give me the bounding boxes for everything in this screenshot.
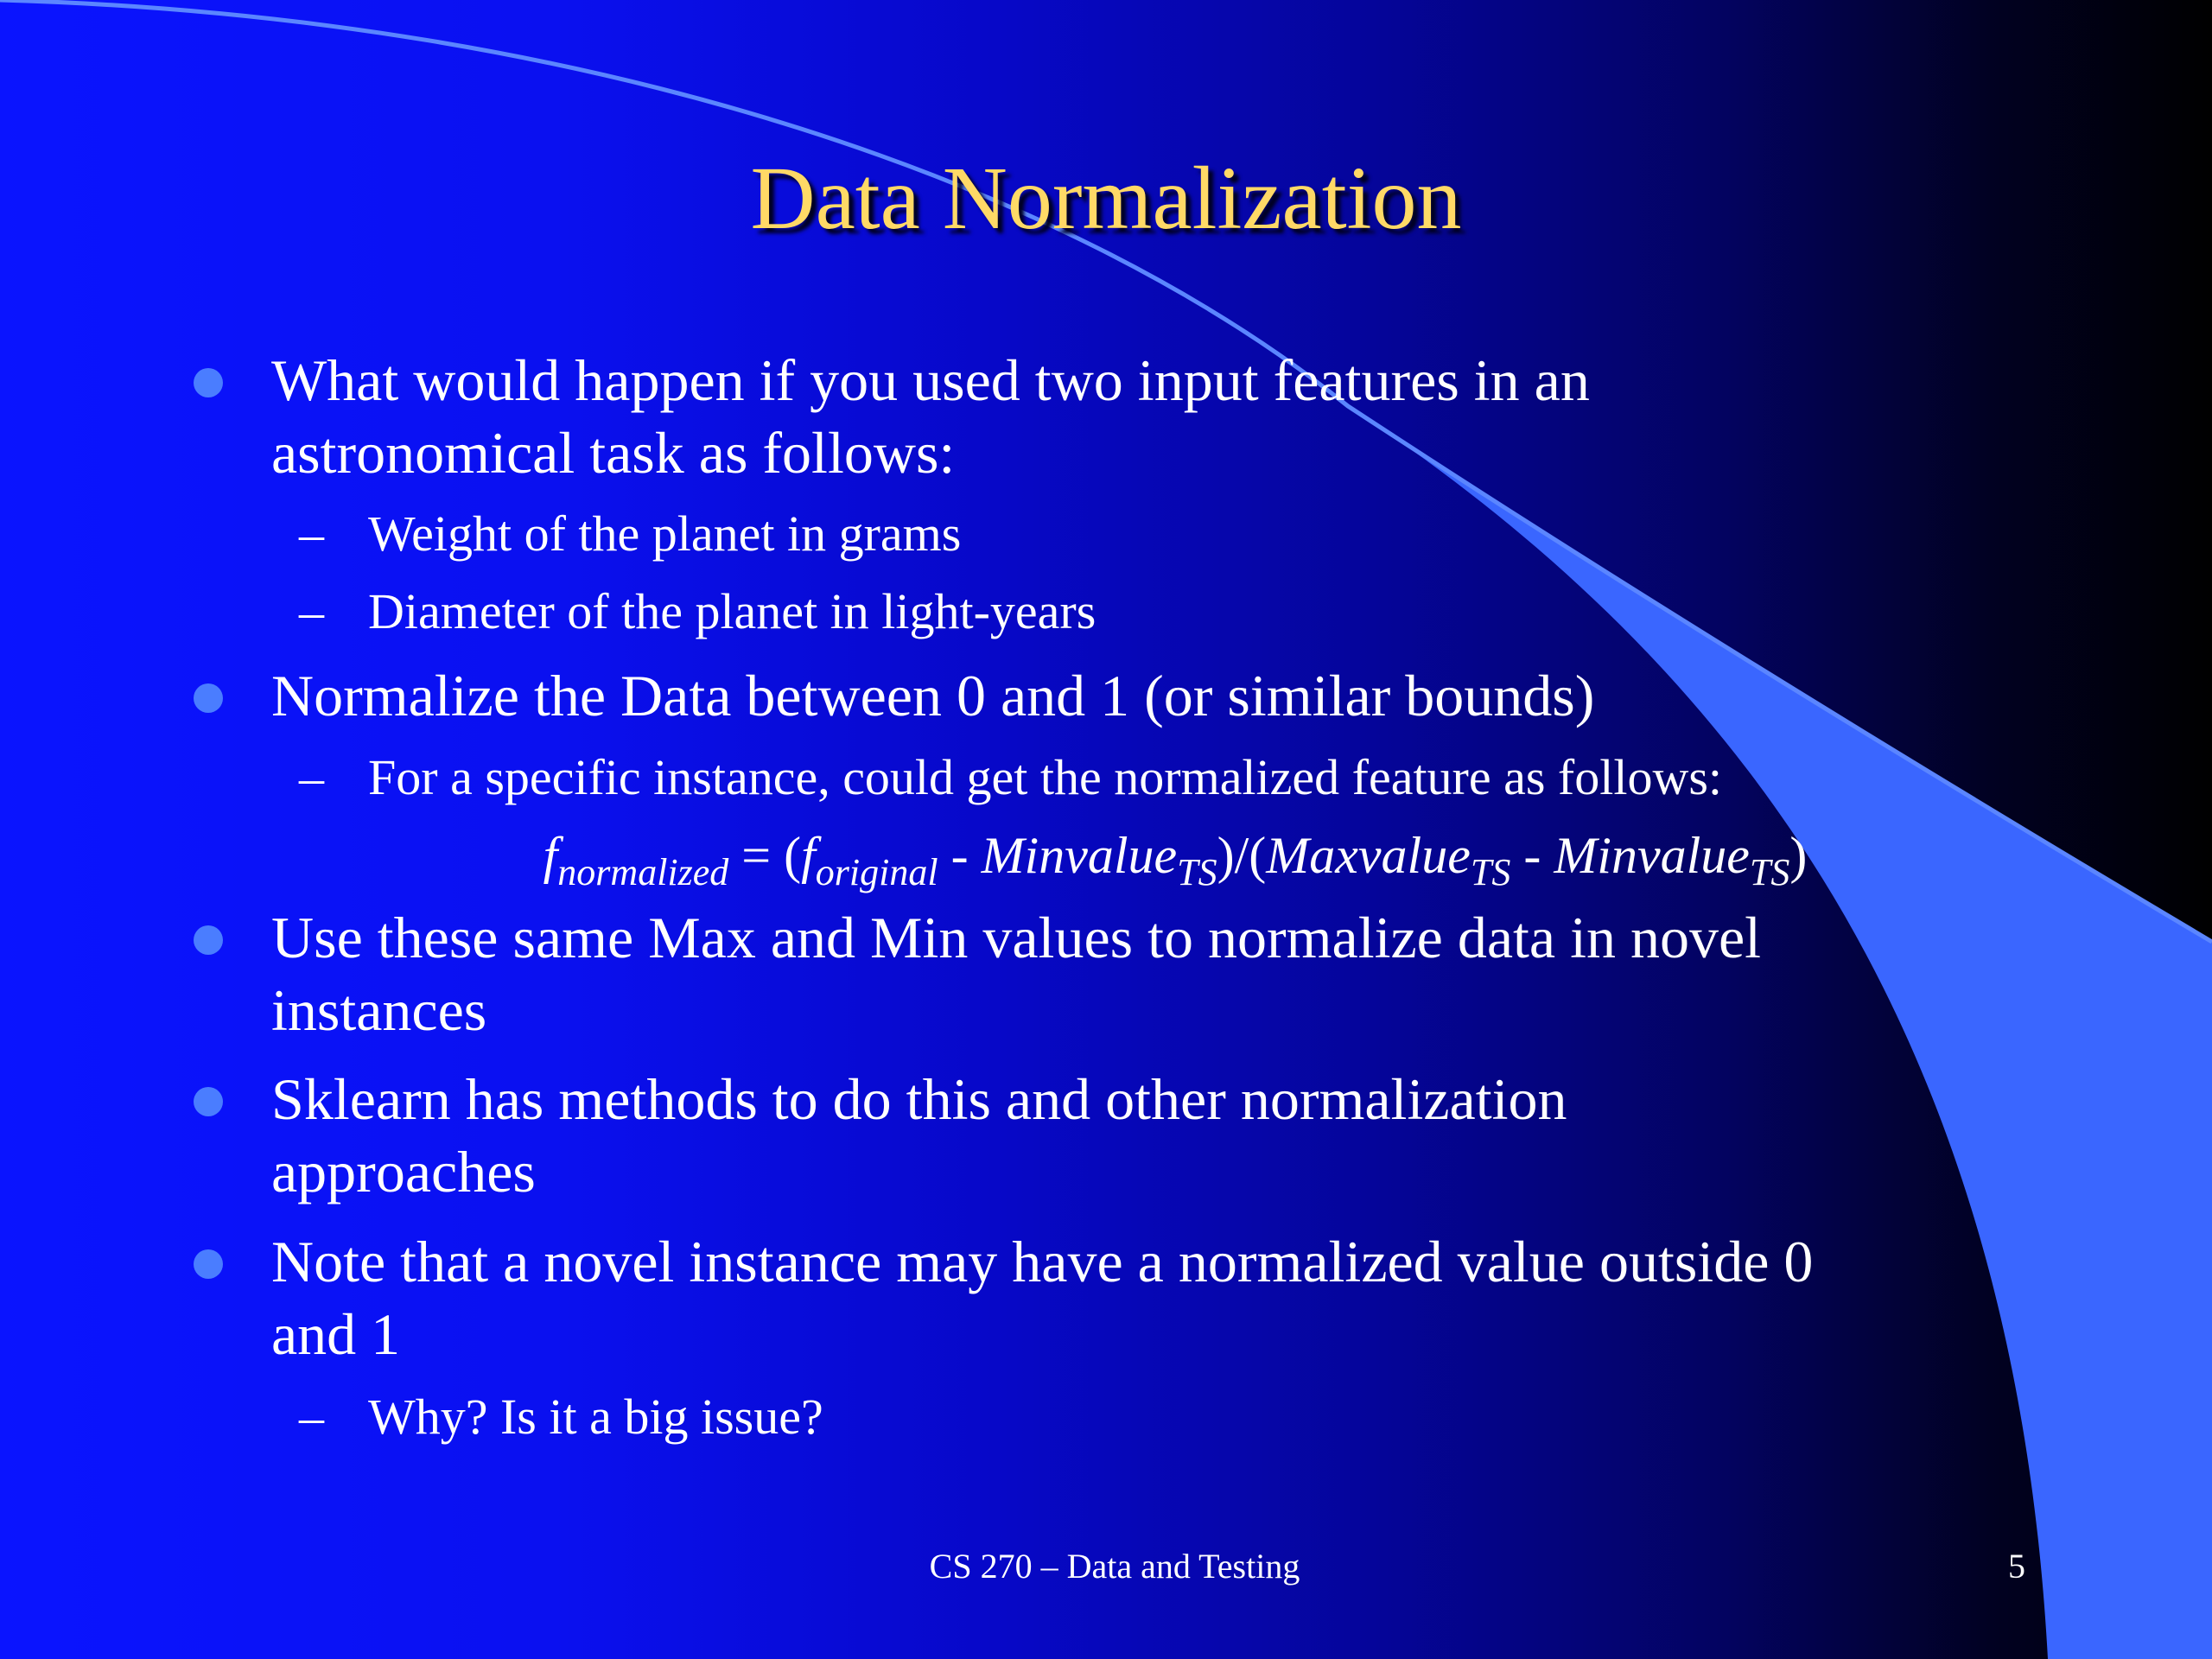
formula-minvalue: Minvalue (981, 827, 1178, 884)
bullet-1-line-2: astronomical task as follows: (271, 420, 956, 486)
bullet-5-line-1: Note that a novel instance may have a normalized value outside 0 (271, 1229, 1814, 1294)
bullet-5-line-2: and 1 (271, 1301, 401, 1367)
footer-course: CS 270 – Data and Testing (929, 1547, 1300, 1586)
bullet-dot (194, 1249, 223, 1279)
sub-dash: – (299, 505, 324, 562)
bullet-4-line-1: Sklearn has methods to do this and other normalization (271, 1066, 1567, 1132)
formula-minvalue: Minvalue (1554, 827, 1750, 884)
sub-dash: – (299, 1389, 324, 1445)
bullet-dot (194, 683, 223, 713)
bullet-3 (271, 901, 2086, 1046)
formula-mid: )/( (1217, 827, 1267, 884)
sub-bullet-5-1: Why? Is it a big issue? (368, 1389, 823, 1445)
bullet-5 (271, 1225, 2086, 1370)
bullet-3-line-2: instances (271, 977, 487, 1043)
sub-dash: – (299, 583, 324, 639)
formula-minus: - (938, 827, 982, 884)
normalization-formula (0, 819, 2212, 892)
page-number: 5 (2008, 1547, 2025, 1586)
formula-ts-sub: TS (1470, 851, 1511, 893)
bullet-2-line-1: Normalize the Data between 0 and 1 (or similar bounds) (271, 663, 1595, 728)
formula-maxvalue: Maxvalue (1266, 827, 1471, 884)
bullet-1-line-1: What would happen if you used two input features in an (271, 347, 1590, 413)
formula-f2: f (801, 827, 816, 884)
formula-eq: = ( (728, 827, 802, 884)
bullet-dot (194, 1087, 223, 1116)
slide-title: Data Normalization (750, 149, 1462, 248)
bullet-4-line-2: approaches (271, 1139, 536, 1205)
formula-ts-sub: TS (1749, 851, 1790, 893)
formula-close: ) (1789, 827, 1808, 884)
sub-dash: – (299, 749, 324, 805)
bullet-dot (194, 368, 223, 397)
formula-normalized-sub: normalized (557, 851, 729, 893)
formula-ts-sub: TS (1177, 851, 1217, 893)
sub-bullet-1-2: Diameter of the planet in light-years (368, 583, 1096, 639)
bullet-dot (194, 925, 223, 955)
formula-f: f (543, 827, 558, 884)
sub-bullet-2-1: For a specific instance, could get the normalized feature as follows: (368, 749, 1723, 805)
sub-bullet-1-1: Weight of the planet in grams (368, 505, 962, 562)
bullet-4 (271, 1063, 2086, 1208)
formula-original-sub: original (815, 851, 938, 893)
formula-minus: - (1510, 827, 1554, 884)
bullet-2 (271, 659, 2086, 732)
bullet-3-line-1: Use these same Max and Min values to normalize data in novel (271, 905, 1762, 970)
bullet-1 (271, 344, 2086, 489)
